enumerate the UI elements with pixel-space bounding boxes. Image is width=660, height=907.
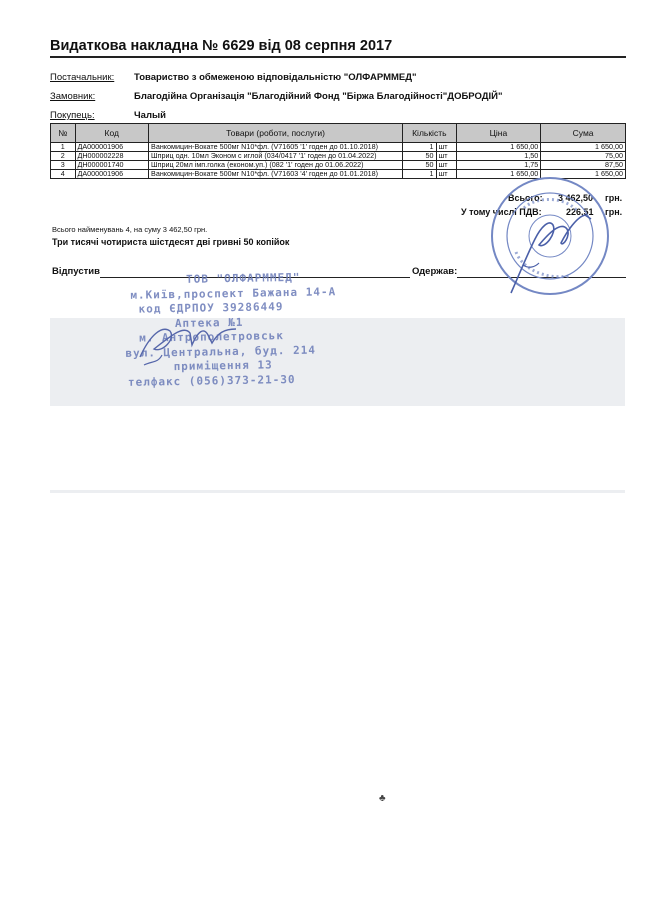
cell-number: 1 (51, 143, 76, 152)
document-title: Видаткова накладна № 6629 від 08 серпня 2017 (50, 38, 393, 54)
cell-sum: 1 650,00 (541, 170, 626, 179)
cell-code: ДН000002228 (75, 152, 149, 161)
col-goods: Товари (роботи, послуги) (149, 124, 403, 143)
cell-unit: шт (436, 152, 456, 161)
cell-sum: 87,50 (541, 161, 626, 170)
customer-value: Благодійна Організація "Благодійний Фонд "Біржа Благодійності"ДОБРОДІЙ" (134, 91, 503, 102)
cell-price: 1 650,00 (456, 143, 541, 152)
items-summary: Всього найменувань 4, на суму 3 462,50 грн. (52, 225, 208, 234)
vat-value: 226,51 (566, 207, 594, 217)
stamp-line: приміщення 13 (173, 358, 273, 374)
cell-code: ДН000001740 (75, 161, 149, 170)
total-value: 3 462,50 (558, 193, 594, 203)
cell-qty: 1 (403, 170, 436, 179)
cell-goods: Шприц 20мл імп.голка (економ.уп.) (082 '1' годен до 01.06.2022) (149, 161, 403, 170)
cell-price: 1 650,00 (456, 170, 541, 179)
stamp-line: вул. Центральна, буд. 214 (125, 343, 317, 360)
vat-currency: грн. (605, 207, 623, 217)
bleed-through-line (50, 490, 625, 493)
cell-unit: шт (436, 170, 456, 179)
stamp-line: Аптека №1 (174, 315, 244, 330)
cell-qty: 1 (403, 143, 436, 152)
title-divider (50, 56, 626, 58)
col-code: Код (75, 124, 149, 143)
customer-label: Замовник: (50, 91, 96, 102)
cell-number: 3 (51, 161, 76, 170)
buyer-value: Чалый (134, 110, 166, 121)
released-by-label: Відпустив (52, 266, 100, 277)
col-price: Ціна (456, 124, 541, 143)
cell-number: 4 (51, 170, 76, 179)
cell-code: ДА000001906 (75, 170, 149, 179)
table-row (51, 161, 626, 170)
col-number: № (51, 124, 76, 143)
col-sum: Сума (541, 124, 626, 143)
total-label: Всього: (508, 193, 543, 203)
cell-code: ДА000001906 (75, 143, 149, 152)
received-by-label: Одержав: (412, 266, 458, 277)
stamp-line: код ЄДРПОУ 39286449 (138, 300, 284, 316)
scan-mark: ♣ (379, 793, 386, 804)
table-row (51, 152, 626, 161)
buyer-label: Покупець: (50, 110, 95, 121)
items-table (50, 123, 626, 179)
amount-in-words: Три тисячі чотириста шістдесят дві гривні 50 копійок (52, 237, 290, 247)
supplier-signature (132, 305, 242, 375)
cell-goods: Ванкомицин-Вокате 500мг N10*фл. (V71605 '1' годен до 01.10.2018) (149, 143, 403, 152)
stamp-line: м.Київ,проспект Бажана 14-А (130, 284, 337, 302)
table-row (51, 143, 626, 152)
vat-label: У тому числі ПДВ: (461, 207, 542, 217)
cell-goods: Шприц одн. 10мл Эконом с иглой (034/0417 '1' годен до 01.04.2022) (149, 152, 403, 161)
cell-sum: 1 650,00 (541, 143, 626, 152)
stamp-line: м. Антрополетровськ (139, 329, 285, 345)
cell-goods: Ванкомицин-Вокате 500мг N10*фл. (V71603 '4' годен до 01.01.2018) (149, 170, 403, 179)
total-currency: грн. (605, 193, 623, 203)
cell-price: 1,50 (456, 152, 541, 161)
cell-qty: 50 (403, 152, 436, 161)
supplier-label: Постачальник: (50, 72, 115, 83)
cell-sum: 75,00 (541, 152, 626, 161)
customer-signature (505, 205, 595, 300)
table-header-row (51, 124, 626, 143)
cell-unit: шт (436, 161, 456, 170)
col-quantity: Кількість (403, 124, 456, 143)
cell-price: 1,75 (456, 161, 541, 170)
stamp-line: ТОВ "ОЛФАРММЕД" (185, 270, 301, 286)
supplier-value: Товариство з обмеженою відповідальністю "ОЛФАРММЕД" (134, 72, 417, 83)
stamp-line: телфакс (056)373-21-30 (127, 372, 296, 389)
cell-qty: 50 (403, 161, 436, 170)
cell-number: 2 (51, 152, 76, 161)
cell-unit: шт (436, 143, 456, 152)
